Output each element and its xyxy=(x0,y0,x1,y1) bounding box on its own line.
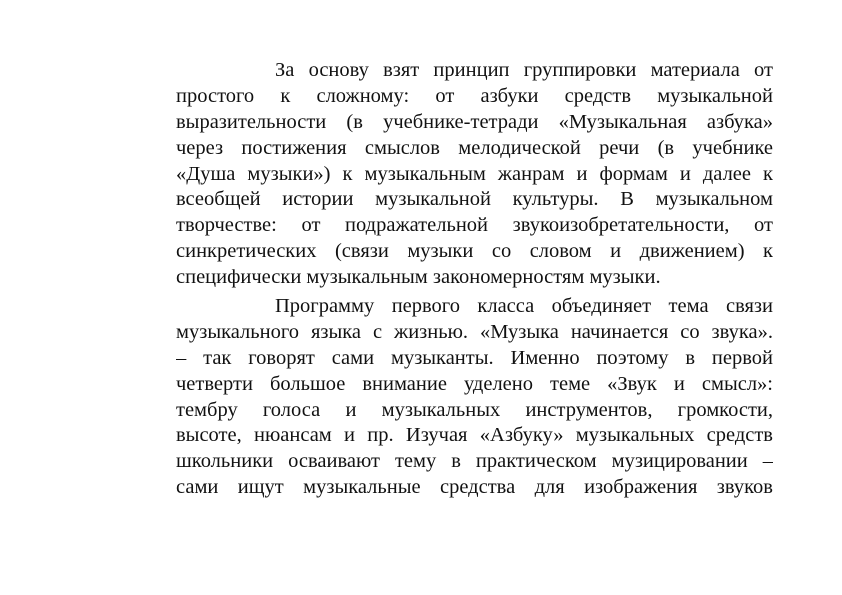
text-line: музыкального языка с жизнью. «Музыка начинается со звука». xyxy=(176,320,773,343)
paragraph-2 xyxy=(176,294,773,501)
text-line: тембру голоса и музыкальных инструментов, громкости, xyxy=(176,398,773,421)
text-line: высоте, нюансам и пр. Изучая «Азбуку» музыкальных средств xyxy=(176,424,773,447)
text-line: синкретических (связи музыки со словом и движением) к xyxy=(176,240,773,263)
text-line: «Душа музыки») к музыкальным жанрам и формам и далее к xyxy=(176,162,773,185)
text-line: четверти большое внимание уделено теме «Звук и смысл»: xyxy=(176,372,773,395)
text-line: через постижения смыслов мелодической речи (в учебнике xyxy=(176,136,773,159)
paragraph-1 xyxy=(176,58,773,291)
text-line: специфически музыкальным закономерностям музыки. xyxy=(176,266,661,289)
text-line: Программу первого класса объединяет тема связи xyxy=(275,295,773,318)
text-line: сами ищут музыкальные средства для изображения звуков xyxy=(176,476,773,499)
text-line: За основу взят принцип группировки материала от xyxy=(275,59,773,81)
text-line: простого к сложному: от азбуки средств музыкальной xyxy=(176,84,773,107)
text-line: школьники осваивают тему в практическом музицировании – xyxy=(176,450,773,473)
text-line: всеобщей истории музыкальной культуры. В музыкальном xyxy=(176,188,773,211)
text-line: творчестве: от подражательной звукоизобретательности, от xyxy=(176,214,773,237)
text-line: выразительности (в учебнике-тетради «Музыкальная азбука» xyxy=(176,110,773,133)
document-text xyxy=(176,58,773,501)
text-line: – так говорят сами музыканты. Именно поэтому в первой xyxy=(176,346,773,369)
